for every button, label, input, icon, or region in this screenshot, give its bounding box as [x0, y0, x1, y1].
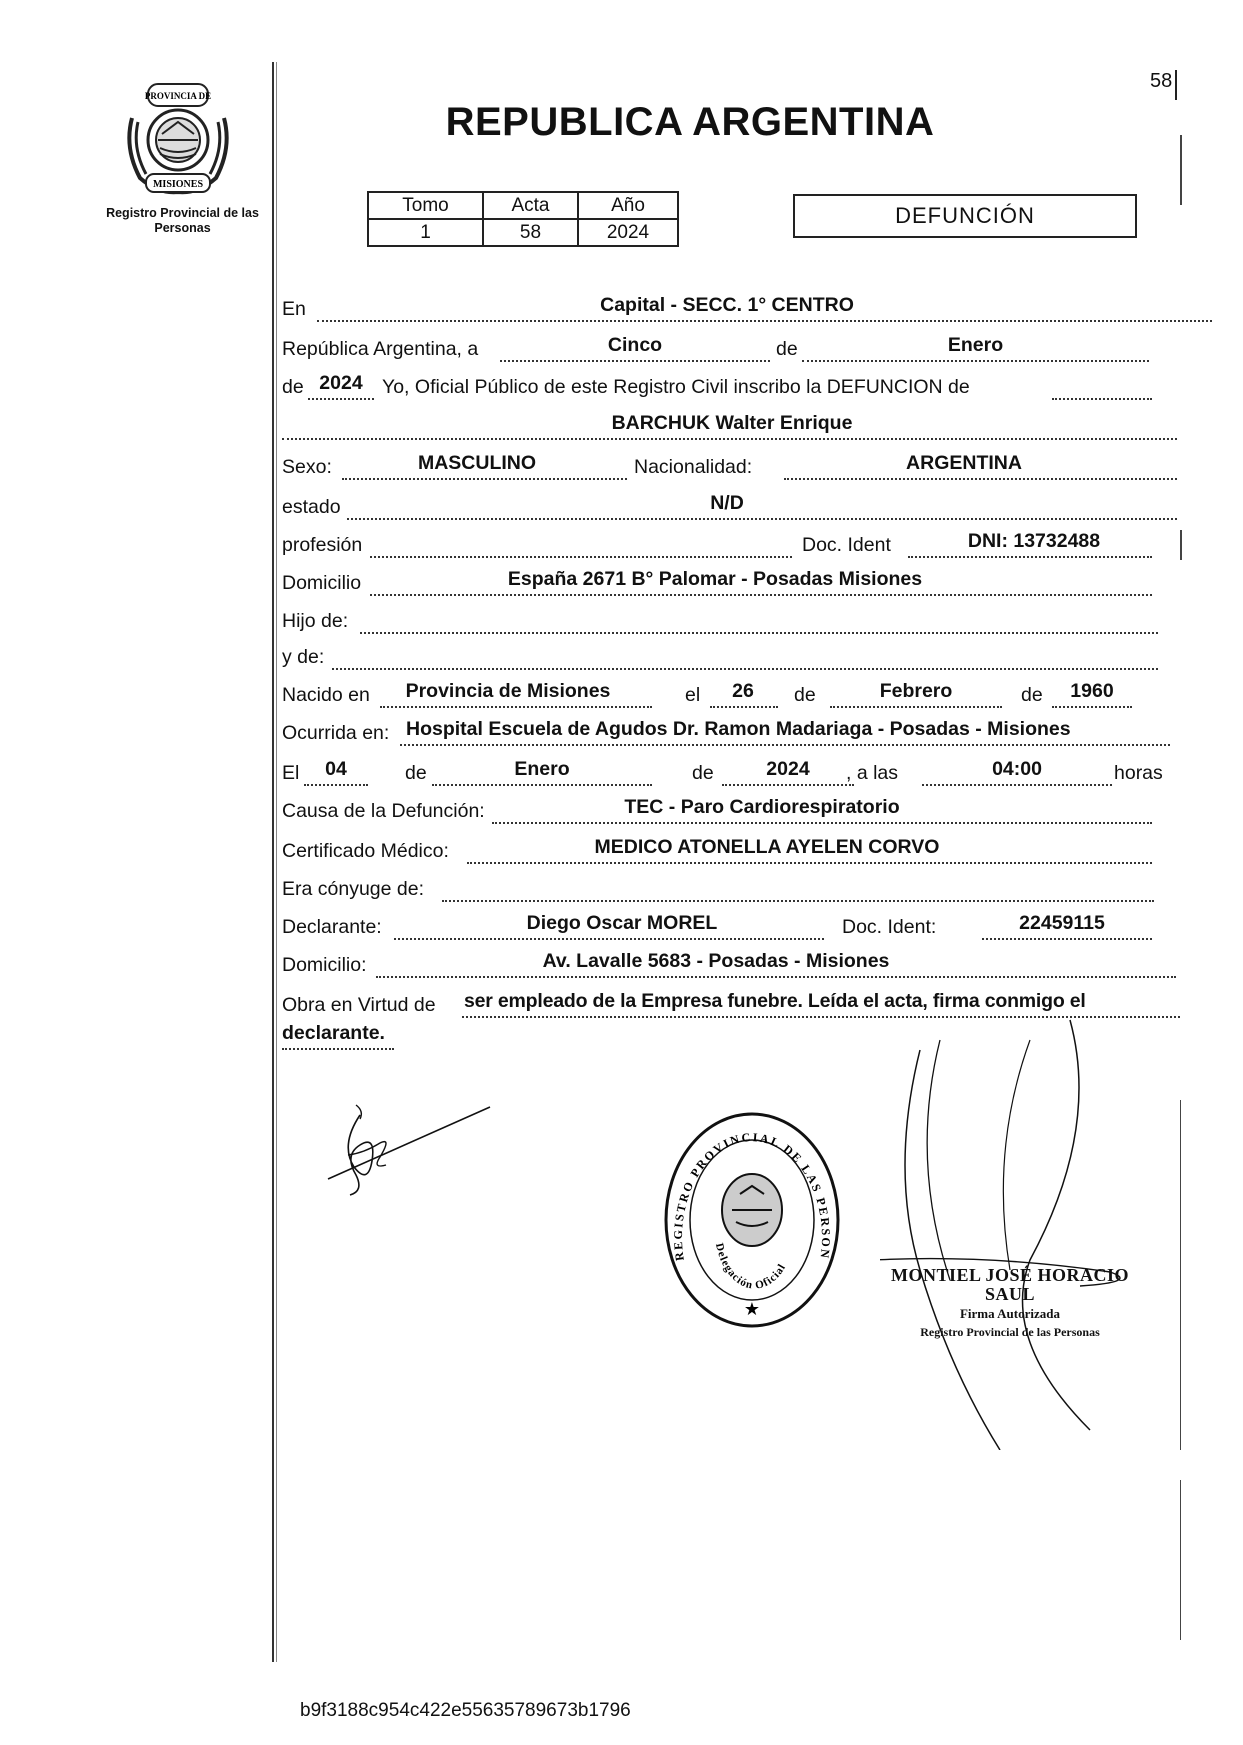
- value-certificado: MEDICO ATONELLA AYELEN CORVO: [594, 836, 940, 858]
- label-hijo: Hijo de:: [282, 610, 349, 632]
- table-cell-acta: 58: [483, 219, 578, 246]
- value-dia: Cinco: [607, 334, 663, 356]
- page-title: REPUBLICA ARGENTINA: [445, 100, 935, 144]
- value-sexo: MASCULINO: [417, 452, 537, 474]
- label-doc: Doc. Ident: [802, 534, 891, 556]
- value-nacido-lugar: Provincia de Misiones: [405, 680, 611, 702]
- label-nacido: Nacido en: [282, 684, 370, 706]
- label-de: de: [776, 338, 798, 360]
- document-hash: b9f3188c954c422e55635789673b1796: [300, 1700, 631, 1721]
- row-ocurrida: [282, 712, 1182, 748]
- stamp-inner-text: Delegación Oficial: [712, 1241, 789, 1292]
- value-hora: 04:00: [992, 758, 1042, 780]
- row-decl-domicilio: [282, 944, 1182, 980]
- row-profesion: [282, 524, 1182, 560]
- authority-role: Firma Autorizada: [959, 1306, 1060, 1321]
- official-stamp-icon: [660, 1110, 845, 1330]
- registry-name: Registro Provincial de las Personas: [106, 206, 259, 235]
- label-obra: Obra en Virtud de: [282, 994, 436, 1016]
- value-nac-mes: Febrero: [879, 680, 953, 702]
- table-header-anio: Año: [578, 192, 678, 219]
- stamp-outer-text: REGISTRO PROVINCIAL DE LAS PERSON: [670, 1129, 834, 1262]
- misiones-emblem-icon: [118, 78, 238, 198]
- edge-mark: [1180, 1480, 1181, 1640]
- label-El: El: [282, 762, 300, 784]
- value-estado: N/D: [710, 492, 744, 514]
- label-decl-doc: Doc. Ident:: [842, 916, 937, 938]
- row-certificado: [282, 830, 1182, 866]
- label-conyuge: Era cónyuge de:: [282, 878, 425, 900]
- emblem-text-top: PROVINCIA DE: [144, 91, 212, 101]
- table-cell-tomo: 1: [368, 219, 483, 246]
- row-declarante: [282, 906, 1182, 942]
- svg-text:Delegación Oficial: [713, 1242, 788, 1292]
- row-domicilio: [282, 562, 1182, 598]
- label-en: En: [282, 298, 306, 320]
- value-ocurrida: Hospital Escuela de Agudos Dr. Ramon Madariaga - Posadas - Misiones: [406, 718, 1071, 740]
- label-causa: Causa de la Defunción:: [282, 800, 485, 822]
- label-republica: República Argentina, a: [282, 338, 479, 360]
- authority-office: Registro Provincial de las Personas: [920, 1325, 1100, 1339]
- row-defuncion-fecha: El 04 de Enero de 2024 , a las 04:00 horas: [282, 758, 1163, 784]
- emblem-text-bottom: MISIONES: [152, 179, 204, 190]
- record-type-box: DEFUNCIÓN: [793, 194, 1137, 238]
- label-nacionalidad: Nacionalidad:: [634, 456, 753, 478]
- value-domicilio: España 2671 B° Palomar - Posadas Misiones: [507, 568, 923, 590]
- row-conyuge: [282, 868, 1182, 904]
- row-obra-2: [282, 1016, 482, 1052]
- label-profesion: profesión: [282, 534, 363, 556]
- value-decl-doc: 22459115: [1019, 912, 1105, 934]
- margin-line-thin: [276, 62, 277, 1662]
- label-el: el: [685, 684, 701, 706]
- row-yde: [282, 636, 1182, 672]
- value-nac-anio: 1960: [1070, 680, 1114, 702]
- declarant-signature-icon: [320, 1095, 500, 1205]
- value-decl-domicilio: Av. Lavalle 5683 - Posadas - Misiones: [542, 950, 890, 972]
- row-inscribo: de 2024 Yo, Oficial Público de este Registro Civil inscribo la DEFUNCION de: [282, 366, 1182, 402]
- svg-text:★: ★: [743, 1299, 761, 1319]
- value-causa: TEC - Paro Cardiorespiratorio: [624, 796, 900, 818]
- label-domicilio: Domicilio: [282, 572, 362, 594]
- label-sexo: Sexo:: [282, 456, 332, 478]
- label-horas: horas: [1114, 762, 1163, 784]
- value-nacionalidad: ARGENTINA: [906, 452, 1022, 474]
- value-declarante: Diego Oscar MOREL: [526, 912, 718, 934]
- label-ocurrida: Ocurrida en:: [282, 722, 390, 744]
- value-nombre: BARCHUK Walter Enrique: [611, 412, 853, 434]
- label-yde: y de:: [282, 646, 325, 668]
- authority-signature-block: [880, 1266, 1140, 1342]
- value-nac-dia: 26: [732, 680, 754, 702]
- label-estado: estado: [282, 496, 341, 518]
- authority-signature-icon: [880, 1010, 1140, 1450]
- page-number-rule: [1175, 70, 1177, 100]
- value-doc: DNI: 13732488: [967, 530, 1101, 552]
- table-header-tomo: Tomo: [368, 192, 483, 219]
- row-sexo: [282, 446, 1182, 482]
- row-nombre: [282, 406, 1182, 442]
- value-def-anio: 2024: [766, 758, 810, 780]
- row-en: [282, 288, 1182, 324]
- value-anio: 2024: [319, 372, 363, 394]
- label-certificado: Certificado Médico:: [282, 840, 449, 862]
- row-nacido: Nacido en Provincia de Misiones el 26 de Febrero de 1960: [282, 674, 1182, 710]
- row-fecha: [282, 328, 1182, 364]
- row-causa: [282, 790, 1182, 826]
- edge-mark: [1180, 135, 1182, 205]
- row-hijo: [282, 600, 1182, 636]
- row-estado: [282, 486, 1182, 522]
- value-obra-2: declarante.: [282, 1022, 385, 1044]
- label-alas: , a las: [846, 762, 899, 784]
- page-number: 58: [1150, 70, 1173, 92]
- value-def-dia: 04: [325, 758, 347, 780]
- value-en: Capital - SECC. 1° CENTRO: [600, 294, 854, 316]
- value-def-mes: Enero: [514, 758, 570, 780]
- label-inscribo: Yo, Oficial Público de este Registro Civil inscribo la DEFUNCION de: [382, 376, 970, 398]
- record-table: [367, 191, 679, 247]
- edge-mark: [1180, 1100, 1181, 1450]
- label-decl-domicilio: Domicilio:: [282, 954, 367, 976]
- margin-line: [272, 62, 274, 1662]
- value-mes: Enero: [947, 334, 1004, 356]
- label-declarante: Declarante:: [282, 916, 382, 938]
- table-cell-anio: 2024: [578, 219, 678, 246]
- value-obra: ser empleado de la Empresa funebre. Leída el acta, firma conmigo el: [464, 990, 1086, 1012]
- authority-name: MONTIEL JOSÉ HORACIO SAUL: [890, 1265, 1130, 1304]
- table-header-acta: Acta: [483, 192, 578, 219]
